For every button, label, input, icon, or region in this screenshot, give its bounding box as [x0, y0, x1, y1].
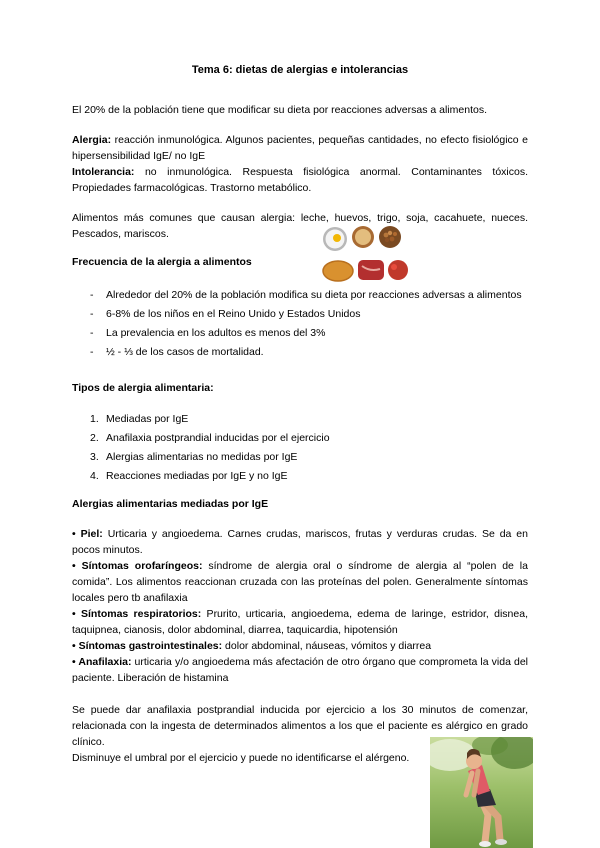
page-title: Tema 6: dietas de alergias e intolerancias [191, 64, 409, 76]
closing-paragraph: Disminuye el umbral por el ejercicio y puede no identificarse el alérgeno. [72, 752, 410, 764]
list-item [90, 286, 528, 305]
list-item [90, 324, 528, 343]
bullet-term: • Síntomas gastrointestinales: [72, 640, 223, 652]
list-item [90, 448, 528, 467]
dash-marker: - [90, 308, 94, 320]
list-item [90, 429, 528, 448]
exercise-photo-image [430, 737, 533, 848]
list-item-text: La prevalencia en los adultos es menos del 3% [106, 327, 326, 339]
bullet-term: • Síntomas respiratorios: [72, 608, 202, 620]
number-marker: 2. [90, 432, 99, 444]
bullet-term: • Piel: [72, 528, 103, 540]
bullet-text: Urticaria y angioedema. Carnes crudas, mariscos, frutas y verduras crudas. Se da en pocos minutos. [72, 528, 528, 556]
list-item-text: Mediadas por IgE [106, 413, 189, 425]
list-item-text: Anafilaxia postprandial inducidas por el ejercicio [106, 432, 330, 444]
intro-paragraph: El 20% de la población tiene que modificar su dieta por reacciones adversas a alimentos. [72, 104, 487, 116]
types-heading: Tipos de alergia alimentaria: [72, 382, 214, 394]
bullet-text: urticaria y/o angioedema más afectación de otro órgano que comprometa la vida del paciente. Liberación de histamina [72, 656, 529, 684]
bullet-text: dolor abdominal, náuseas, vómitos y diarrea [222, 640, 432, 652]
ige-heading: Alergias alimentarias mediadas por IgE [72, 498, 269, 510]
dash-marker: - [90, 346, 94, 358]
number-marker: 1. [90, 413, 99, 425]
bullet-term: • Anafilaxia: [72, 656, 132, 668]
bullet-text: síndrome de alergia oral o síndrome de alergia al “polen de la comida”. Los alimentos reaccionan cruzada con las proteínas del polen. Generalmente síntomas locales pero tb anafilaxia [72, 560, 528, 604]
food-allergens-image [320, 226, 412, 288]
list-item-text: 6-8% de los niños en el Reino Unido y Estados Unidos [106, 308, 361, 320]
frequency-heading: Frecuencia de la alergia a alimentos [72, 256, 252, 268]
definition-text: reacción inmunológica. Algunos pacientes, pequeñas cantidades, no efecto fisiológico e hipersensibilidad IgE/ no IgE [72, 134, 528, 162]
bullet-paragraph [72, 558, 528, 606]
list-item-text: Alergias alimentarias no medidas por IgE [106, 451, 298, 463]
bullet-text: Prurito, urticaria, angioedema, edema de laringe, estridor, disnea, taquipnea, cianosis, dolor abdominal, diarrea, taquicardia, hipotensión [72, 608, 528, 636]
closing-paragraph: Se puede dar anafilaxia postprandial inducida por ejercicio a los 30 minutos de comenzar, relacionada con la ingesta de determinados alimentos a los que el paciente es alérgico en grado clínico. [72, 704, 528, 748]
definition-text: no inmunológica. Respuesta fisiológica anormal. Contaminantes tóxicos. Propiedades farmacológicas. Trastorno metabólico. [72, 166, 528, 194]
bullet-paragraph [72, 526, 528, 558]
number-marker: 4. [90, 470, 99, 482]
bullet-paragraph [72, 654, 528, 686]
list-item-text: Alrededor del 20% de la población modifica su dieta por reacciones adversas a alimentos [106, 289, 522, 301]
frequency-list [72, 286, 528, 362]
definition-paragraph [72, 132, 528, 164]
definition-paragraph [72, 164, 528, 196]
dash-marker: - [90, 327, 94, 339]
common-foods-paragraph: Alimentos más comunes que causan alergia: leche, huevos, trigo, soja, cacahuete, nueces. Pescados, mariscos. [72, 212, 528, 240]
bullet-paragraph [72, 606, 528, 638]
definitions-block [72, 132, 528, 196]
bullet-term: • Síntomas orofaríngeos: [72, 560, 203, 572]
bullet-paragraph [72, 638, 528, 654]
definition-term: Alergia: [72, 134, 112, 146]
list-item [90, 343, 528, 362]
list-item [90, 305, 528, 324]
list-item-text: ½ - ⅓ de los casos de mortalidad. [106, 346, 264, 358]
definition-term: Intolerancia: [72, 166, 135, 178]
list-item [90, 467, 528, 486]
list-item [90, 410, 528, 429]
list-item-text: Reacciones mediadas por IgE y no IgE [106, 470, 288, 482]
dash-marker: - [90, 289, 94, 301]
number-marker: 3. [90, 451, 99, 463]
ige-bullets-block [72, 526, 528, 686]
types-list [72, 410, 528, 486]
